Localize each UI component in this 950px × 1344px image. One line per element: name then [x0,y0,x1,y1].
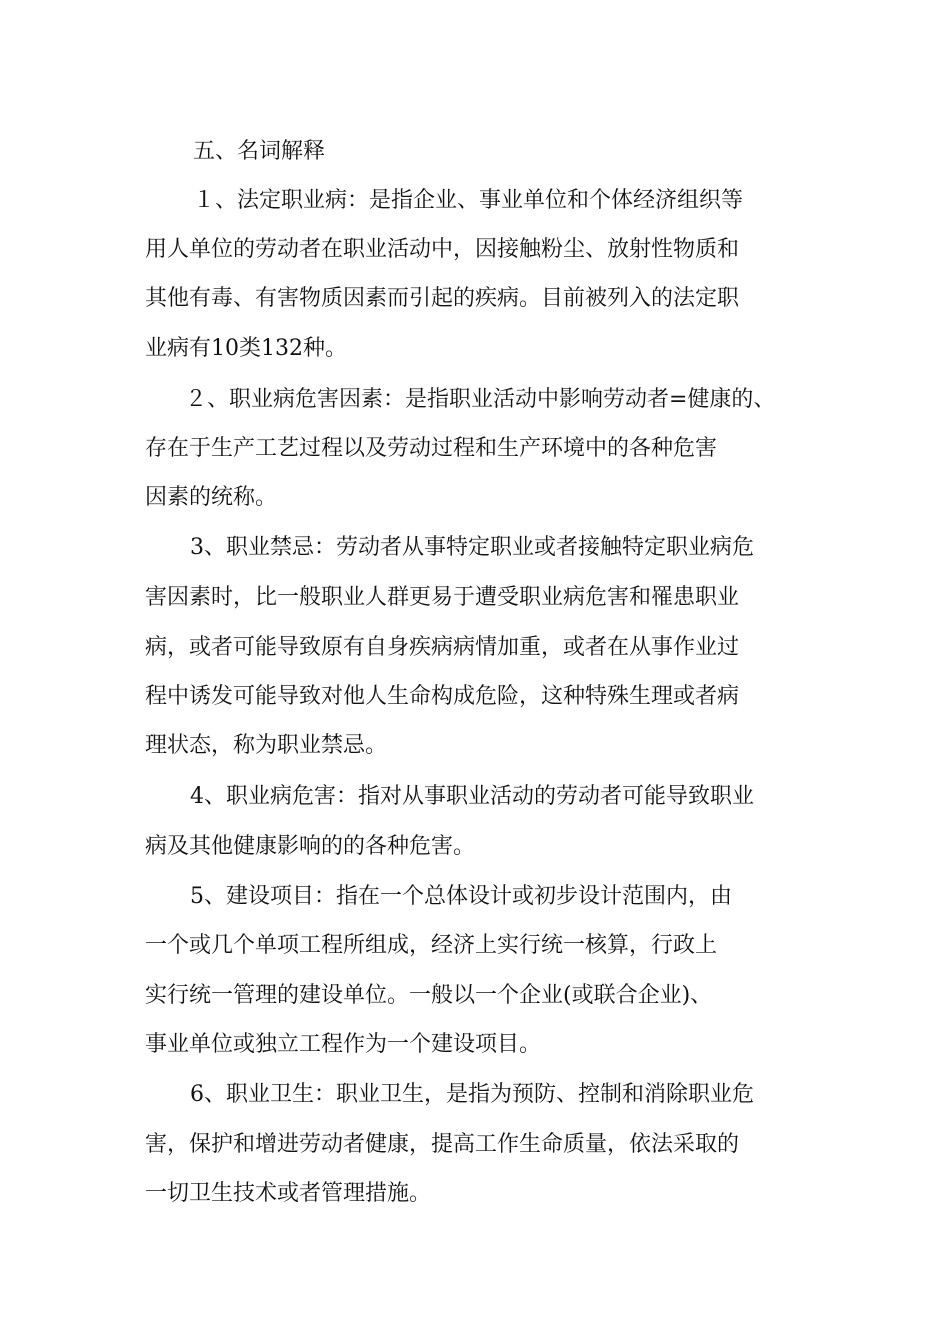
term-1-line-2: 用人单位的劳动者在职业活动中，因接触粉尘、放射性物质和 [145,237,740,262]
term-3-line-3: 病，或者可能导致原有自身疾病病情加重，或者在从事作业过 [145,635,740,660]
term-6-line-1: 6、职业卫生：职业卫生，是指为预防、控制和消除职业危 [190,1082,754,1107]
term-5-line-2: 一个或几个单项工程所组成，经济上实行统一核算，行政上 [145,933,718,958]
term-1-line-1: １、法定职业病：是指企业、事业单位和个体经济组织等 [193,188,744,213]
term-2-line-3: 因素的统称。 [145,485,278,510]
term-3-line-4: 程中诱发可能导致对他人生命构成危险，这种特殊生理或者病 [145,684,740,709]
term-2-line-1: ２、职业病危害因素：是指职业活动中影响劳动者=健康的、 [185,387,776,412]
term-2-line-2: 存在于生产工艺过程以及劳动过程和生产环境中的各种危害 [145,436,718,461]
section-heading: 五、名词解释 [193,139,326,164]
term-6-line-2: 害，保护和增进劳动者健康，提高工作生命质量，依法采取的 [145,1132,740,1157]
term-3-line-1: 3、职业禁忌：劳动者从事特定职业或者接触特定职业病危 [190,535,754,560]
term-1-line-4: 业病有10类132种。 [145,336,347,361]
term-5-line-4: 事业单位或独立工程作为一个建设项目。 [145,1032,542,1057]
term-3-line-2: 害因素时，比一般职业人群更易于遭受职业病危害和罹患职业 [145,585,740,610]
term-1-line-3: 其他有毒、有害物质因素而引起的疾病。目前被列入的法定职 [145,286,740,311]
term-4-line-1: 4、职业病危害：指对从事职业活动的劳动者可能导致职业 [190,784,754,809]
term-4-line-2: 病及其他健康影响的的各种危害。 [145,834,476,859]
term-5-line-1: 5、建设项目：指在一个总体设计或初步设计范围内，由 [190,884,732,909]
term-5-line-3: 实行统一管理的建设单位。一般以一个企业(或联合企业)、 [145,983,713,1008]
term-3-line-5: 理状态，称为职业禁忌。 [145,733,388,758]
term-6-line-3: 一切卫生技术或者管理措施。 [145,1181,432,1206]
